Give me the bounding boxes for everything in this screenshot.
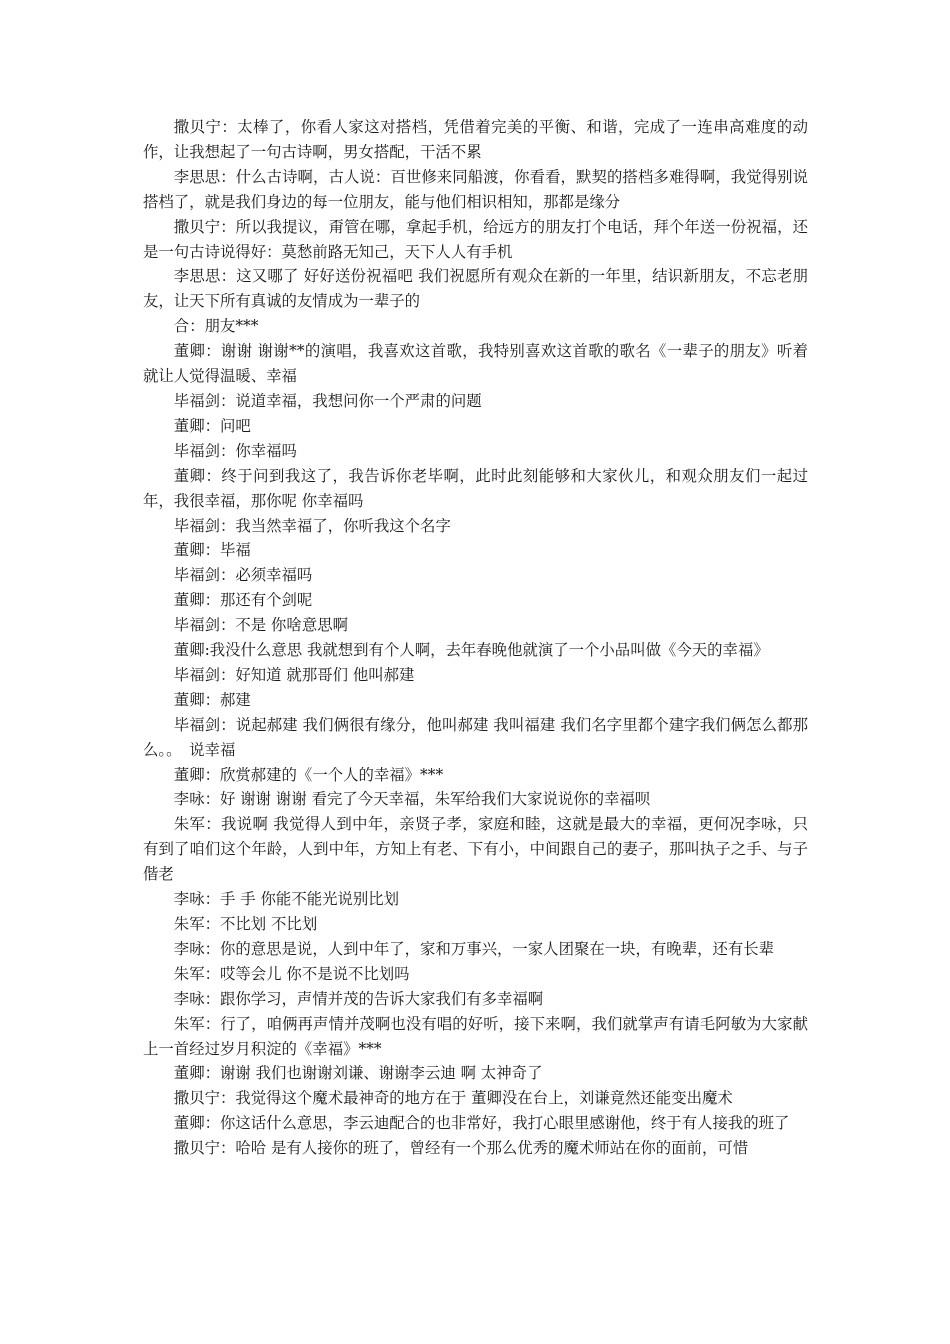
paragraph: 毕福剑：好知道 就那哥们 他叫郝建 <box>173 665 415 684</box>
paragraph: 撒贝宁：哈哈 是有人接你的班了，曾经有一个那么优秀的魔术师站在你的面前，可惜 <box>173 1139 749 1158</box>
paragraph: 撒贝宁：所以我提议，甭管在哪，拿起手机，给远方的朋友打个电话，拜个年送一份祝福，还是一句古诗说得好：莫愁前路无知己，天下人人有手机 <box>143 217 808 261</box>
paragraph: 董卿：终于问到我这了，我告诉你老毕啊，此时此刻能够和大家伙儿，和观众朋友们一起过年，我很幸福，那你呢 你幸福吗 <box>143 466 808 510</box>
paragraph: 李咏：手 手 你能不能光说别比划 <box>173 890 400 909</box>
paragraph: 李咏：你的意思是说，人到中年了，家和万事兴，一家人团聚在一块，有晚辈，还有长辈 <box>173 939 775 958</box>
paragraph: 毕福剑：你幸福吗 <box>173 441 297 460</box>
paragraph: 撒贝宁：我觉得这个魔术最神奇的地方在于 董卿没在台上，刘谦竟然还能变出魔术 <box>173 1089 733 1108</box>
paragraph: 董卿：欣赏郝建的《一个人的幸福》*** <box>173 765 444 784</box>
paragraph: 朱军：哎等会儿 你不是说不比划吗 <box>173 964 410 983</box>
paragraph: 朱军：不比划 不比划 <box>173 915 318 933</box>
paragraph: 毕福剑：说道幸福，我想问你一个严肃的问题 <box>173 391 482 410</box>
paragraph: 董卿：问吧 <box>173 416 251 435</box>
paragraph: 董卿：毕福 <box>173 541 251 560</box>
paragraph: 合：朋友*** <box>173 317 259 336</box>
paragraph: 董卿：郝建 <box>173 690 251 709</box>
paragraph: 董卿：谢谢 谢谢**的演唱，我喜欢这首歌，我特别喜欢这首歌的歌名《一辈子的朋友》听着就让人觉得温暖、幸福 <box>143 342 808 386</box>
paragraph: 朱军：行了，咱俩再声情并茂啊也没有唱的好听，接下来啊，我们就掌声有请毛阿敏为大家献上一首经过岁月积淀的《幸福》*** <box>143 1014 808 1058</box>
paragraph: 董卿:我没什么意思 我就想到有个人啊，去年春晚他就演了一个小品叫做《今天的幸福》 <box>173 641 769 660</box>
document-body <box>143 115 808 1161</box>
paragraph: 董卿：你这话什么意思，李云迪配合的也非常好，我打心眼里感谢他，终于有人接我的班了 <box>173 1114 790 1133</box>
paragraph: 李咏：好 谢谢 谢谢 看完了今天幸福，朱军给我们大家说说你的幸福呗 <box>173 790 651 809</box>
paragraph: 李咏：跟你学习，声情并茂的告诉大家我们有多幸福啊 <box>173 989 544 1008</box>
paragraph: 董卿：那还有个剑呢 <box>173 591 313 610</box>
paragraph: 毕福剑：必须幸福吗 <box>173 566 313 585</box>
paragraph: 毕福剑：说起郝建 我们俩很有缘分，他叫郝建 我叫福建 我们名字里都个建字我们俩怎么都那么。。 说幸福 <box>143 715 808 759</box>
paragraph: 朱军：我说啊 我觉得人到中年，亲贤子孝，家庭和睦，这就是最大的幸福，更何况李咏，只有到了咱们这个年龄，人到中年，方知上有老、下有小，中间跟自己的妻子，那叫执子之手、与子偕老 <box>143 815 808 884</box>
paragraph: 毕福剑：不是 你啥意思啊 <box>173 616 348 635</box>
paragraph: 董卿：谢谢 我们也谢谢刘谦、谢谢李云迪 啊 太神奇了 <box>173 1064 543 1083</box>
paragraph: 李思思：这又哪了 好好送份祝福吧 我们祝愿所有观众在新的一年里，结识新朋友，不忘老朋友，让天下所有真诚的友情成为一辈子的 <box>143 267 808 311</box>
paragraph: 撒贝宁：太棒了，你看人家这对搭档，凭借着完美的平衡、和谐，完成了一连串高难度的动作，让我想起了一句古诗啊，男女搭配，干活不累 <box>143 118 808 161</box>
paragraph: 李思思：什么古诗啊，古人说：百世修来同船渡，你看看，默契的搭档多难得啊，我觉得别说搭档了，就是我们身边的每一位朋友，能与他们相识相知，那都是缘分 <box>143 167 808 211</box>
paragraph: 毕福剑：我当然幸福了，你听我这个名字 <box>173 516 451 535</box>
